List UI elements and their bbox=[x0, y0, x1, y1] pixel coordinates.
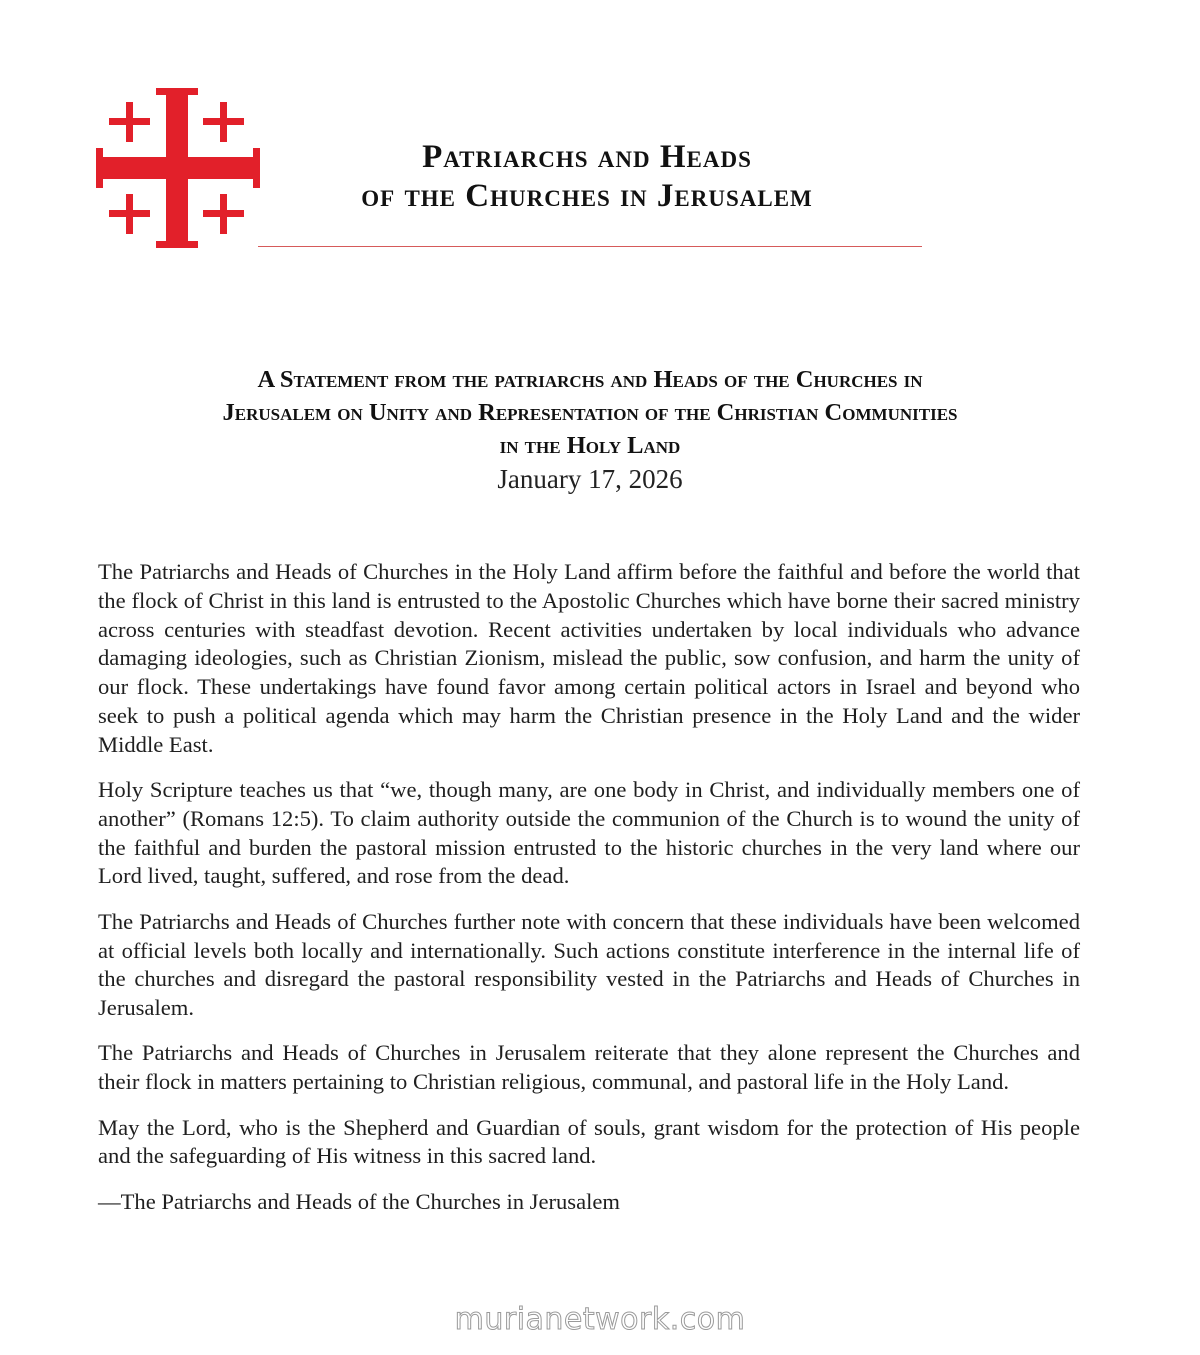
closing-signature: —The Patriarchs and Heads of the Churches in Jerusalem bbox=[98, 1188, 621, 1214]
watermark: murianetwork.com bbox=[454, 1302, 746, 1337]
paragraph-1: The Patriarchs and Heads of Churches in the Holy Land affirm before the faithful and before the world that the flock of Christ in this land is entrusted to the Apostolic Churches which have borne their sacred ministry across centuries with steadfast devotion. Recent activities undertaken by local individuals who advance damaging ideologies, such as Christian Zionism, mislead the public, sow confusion, and harm the unity of our flock. These undertakings have found favor among certain political actors in Israel and beyond who seek to push a political agenda which may harm the Christian presence in the Holy Land and the wider Middle East. bbox=[98, 559, 1080, 757]
statement-date: January 17, 2026 bbox=[497, 464, 683, 494]
paragraph-2: Holy Scripture teaches us that “we, though many, are one body in Christ, and individually members one of another” (Romans 12:5). To claim authority outside the communion of the Church is to wound the unity of the faithful and burden the pastoral mission entrusted to the historic churches in the very land where our Lord lived, taught, suffered, and rose from the dead. bbox=[98, 777, 1080, 889]
statement-title bbox=[90, 363, 1090, 462]
paragraph-4: The Patriarchs and Heads of Churches in Jerusalem reiterate that they alone represent the Churches and their flock in matters pertaining to Christian religious, communal, and pastoral life in the Holy Land. bbox=[98, 1040, 1080, 1095]
organization-name-line-1: Patriarchs and Heads bbox=[422, 139, 752, 175]
paragraph-3: The Patriarchs and Heads of Churches further note with concern that these individuals have been welcomed at official levels both locally and internationally. Such actions constitute interference in the internal life of the churches and disregard the pastoral responsibility vested in the Patriarchs and Heads of Churches in Jerusalem. bbox=[98, 908, 1080, 1021]
statement-title-line-1: A Statement from the patriarchs and Heads of the Churches in bbox=[257, 366, 923, 393]
statement-body bbox=[98, 558, 1080, 1233]
organization-name-line-2: of the Churches in Jerusalem bbox=[361, 178, 813, 214]
statement-title-line-3: in the Holy Land bbox=[499, 432, 681, 459]
statement-title-line-2: Jerusalem on Unity and Representation of the Christian Communities bbox=[222, 399, 958, 426]
paragraph-5: May the Lord, who is the Shepherd and Guardian of souls, grant wisdom for the protection of His people and the safeguarding of His witness in this sacred land. bbox=[98, 1114, 1080, 1169]
jerusalem-cross-icon bbox=[96, 86, 260, 250]
header-divider bbox=[258, 246, 922, 247]
